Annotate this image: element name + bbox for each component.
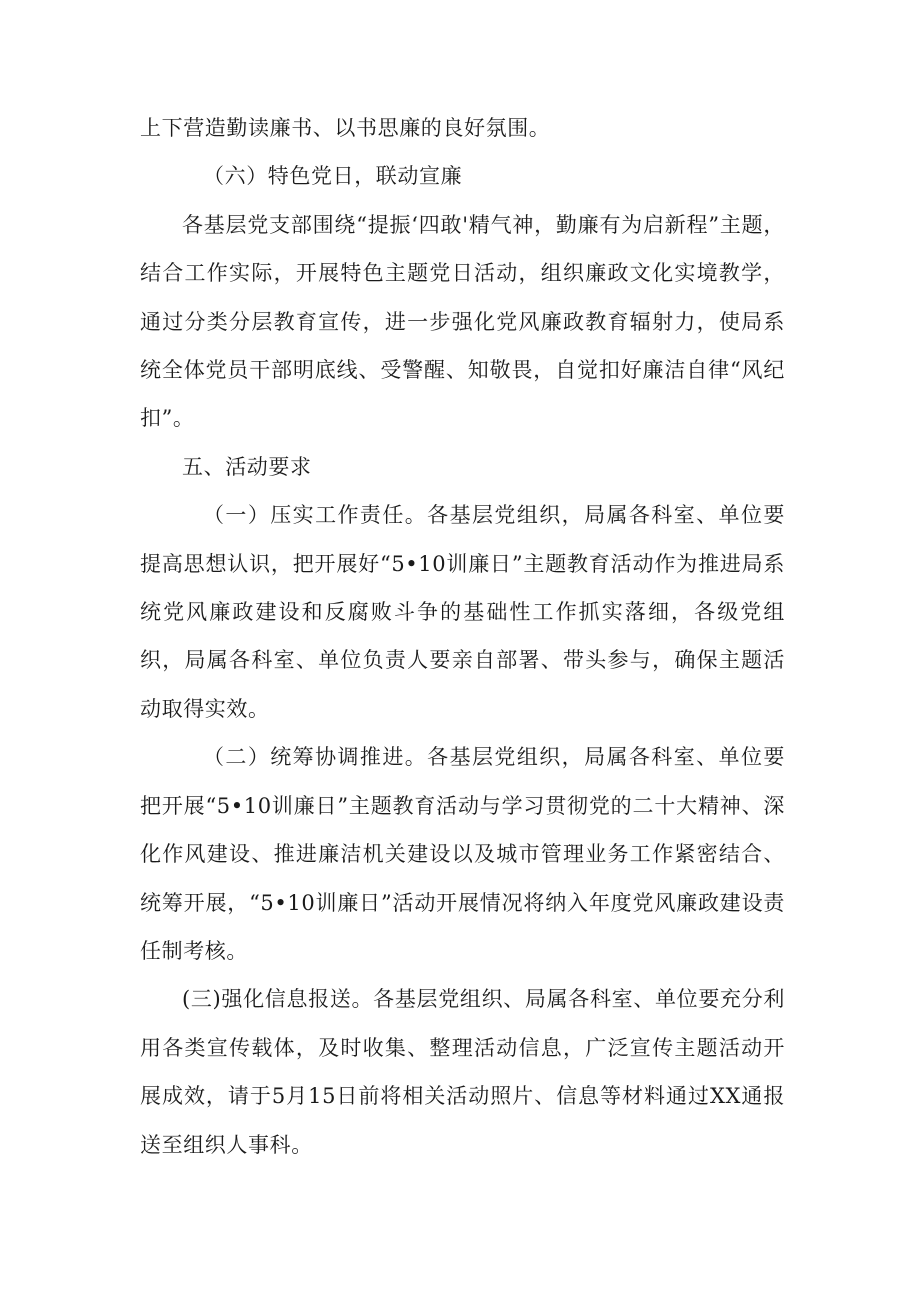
paragraph-requirement-reporting: (三)强化信息报送。各基层党组织、局属各科室、单位要充分利用各类宣传载体，及时收集、整理活动信息，广泛宣传主题活动开展成效，请于5月15日前将相关活动照片、信息等材料通过XX通报送至组织人事科。 (140, 987, 785, 1157)
section-heading-activity-requirements: 五、活动要求 (182, 454, 312, 479)
section-heading-special-party-day: （六）特色党日，联动宣廉 (203, 164, 463, 189)
paragraph-requirement-coordination: （二）统筹协调推进。各基层党组织，局属各科室、单位要把开展“5•10训廉日”主题教育活动与学习贯彻党的二十大精神、深化作风建设、推进廉洁机关建设以及城市管理业务工作紧密结合、统筹开展，“5•10训廉日”活动开展情况将纳入年度党风廉政建设责任制考核。 (140, 745, 785, 963)
paragraph-party-day-activities: 各基层党支部围绕“提振‘四敢'精气神，勤廉有为启新程”主题，结合工作实际，开展特色主题党日活动，组织廉政文化实境教学，通过分类分层教育宣传，进一步强化党风廉政教育辐射力，使局系统全体党员干部明底线、受警醒、知敬畏，自觉扣好廉洁自律“风纪扣”。 (140, 212, 785, 431)
paragraph-continuation: 上下营造勤读廉书、以书思廉的良好氛围。 (140, 116, 551, 140)
document-body (140, 104, 785, 1169)
paragraph-requirement-responsibility: （一）压实工作责任。各基层党组织，局属各科室、单位要提高思想认识，把开展好“5•10训廉日”主题教育活动作为推进局系统党风廉政建设和反腐败斗争的基础性工作抓实落细，各级党组织，局属各科室、单位负责人要亲自部署、带头参与，确保主题活动取得实效。 (140, 503, 785, 721)
